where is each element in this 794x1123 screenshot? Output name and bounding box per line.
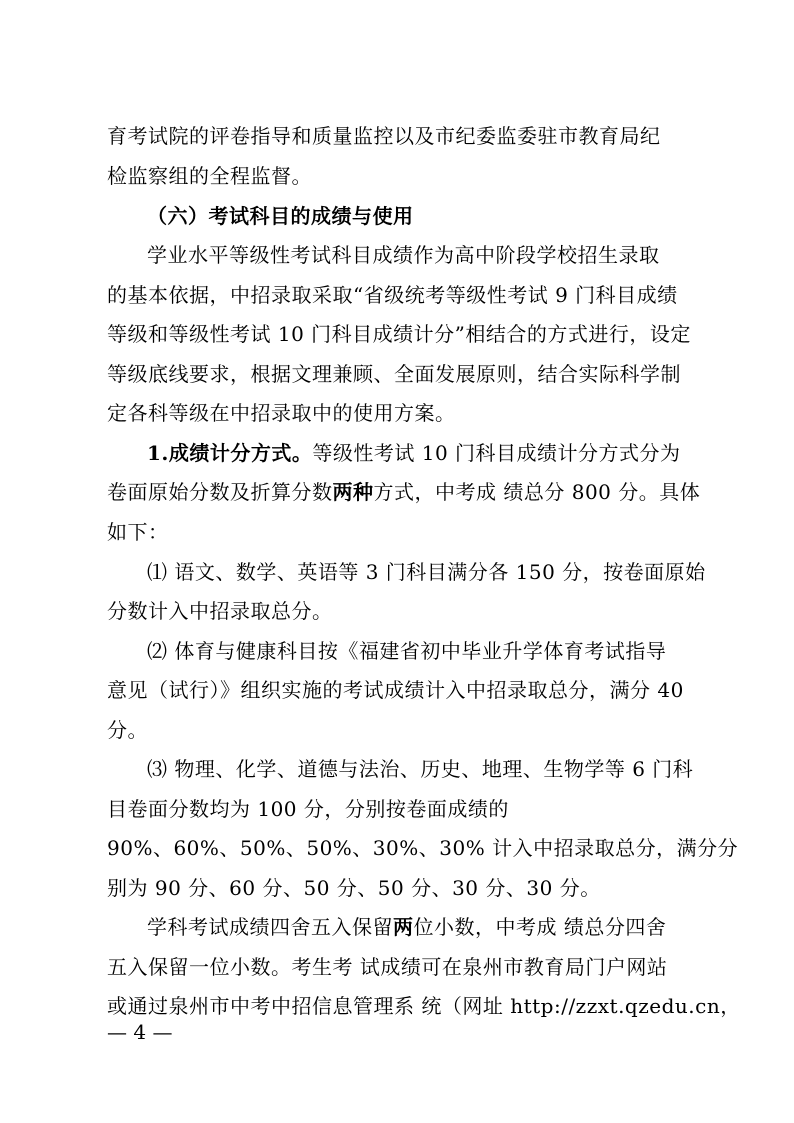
text-line: 90%、60%、50%、50%、30%、30% 计入中招录取总分，满分分 bbox=[107, 836, 739, 860]
emphasis: 两种 bbox=[332, 480, 374, 504]
text-span: 方式，中考成 绩总分 800 分。具体 bbox=[373, 480, 701, 504]
subheading: 1.成绩计分方式。 bbox=[147, 441, 313, 465]
page-number: — 4 — bbox=[107, 1020, 173, 1044]
text-span: 等级性考试 10 门科目成绩计分方式分为 bbox=[312, 441, 681, 465]
text-line: 分。 bbox=[107, 718, 148, 742]
text-line: ⑴ 语文、数学、英语等 3 门科目满分各 150 分，按卷面原始 bbox=[147, 560, 706, 584]
text-line: 或通过泉州市中考中招信息管理系 统（网址 http://zzxt.qzedu.cn， bbox=[107, 994, 741, 1018]
emphasis: 两 bbox=[393, 915, 414, 939]
text-span: 卷面原始分数及折算分数 bbox=[107, 480, 333, 504]
section-heading: （六）考试科目的成绩与使用 bbox=[147, 204, 414, 228]
text-line bbox=[147, 441, 681, 465]
text-line: 检监察组的全程监督。 bbox=[107, 164, 312, 188]
text-line: 定各科等级在中招录取中的使用方案。 bbox=[107, 401, 456, 425]
text-line: 育考试院的评卷指导和质量监控以及市纪委监委驻市教育局纪 bbox=[107, 124, 661, 148]
text-line: 分数计入中招录取总分。 bbox=[107, 599, 333, 623]
text-line bbox=[147, 915, 666, 939]
text-line: ⑶ 物理、化学、道德与法治、历史、地理、生物学等 6 门科 bbox=[147, 757, 694, 781]
text-line: 意见（试行）》组织实施的考试成绩计入中招录取总分，满分 40 bbox=[107, 678, 684, 702]
text-line: ⑵ 体育与健康科目按《福建省初中毕业升学体育考试指导 bbox=[147, 639, 667, 663]
text-line: 五入保留一位小数。考生考 试成绩可在泉州市教育局门户网站 bbox=[107, 955, 668, 979]
text-line: 目卷面分数均为 100 分，分别按卷面成绩的 bbox=[107, 797, 509, 821]
text-line: 如下： bbox=[107, 520, 169, 544]
text-line: 别为 90 分、60 分、50 分、50 分、30 分、30 分。 bbox=[107, 876, 601, 900]
text-line: 等级底线要求，根据文理兼顾、全面发展原则，结合实际科学制 bbox=[107, 362, 681, 386]
text-line: 学业水平等级性考试科目成绩作为高中阶段学校招生录取 bbox=[147, 243, 660, 267]
text-span: 位小数，中考成 绩总分四舍 bbox=[413, 915, 667, 939]
text-line: 等级和等级性考试 10 门科目成绩计分”相结合的方式进行，设定 bbox=[107, 322, 691, 346]
text-span: 学科考试成绩四舍五入保留 bbox=[147, 915, 393, 939]
text-line bbox=[107, 480, 700, 504]
text-line: 的基本依据，中招录取采取“省级统考等级性考试 9 门科目成绩 bbox=[107, 283, 678, 307]
